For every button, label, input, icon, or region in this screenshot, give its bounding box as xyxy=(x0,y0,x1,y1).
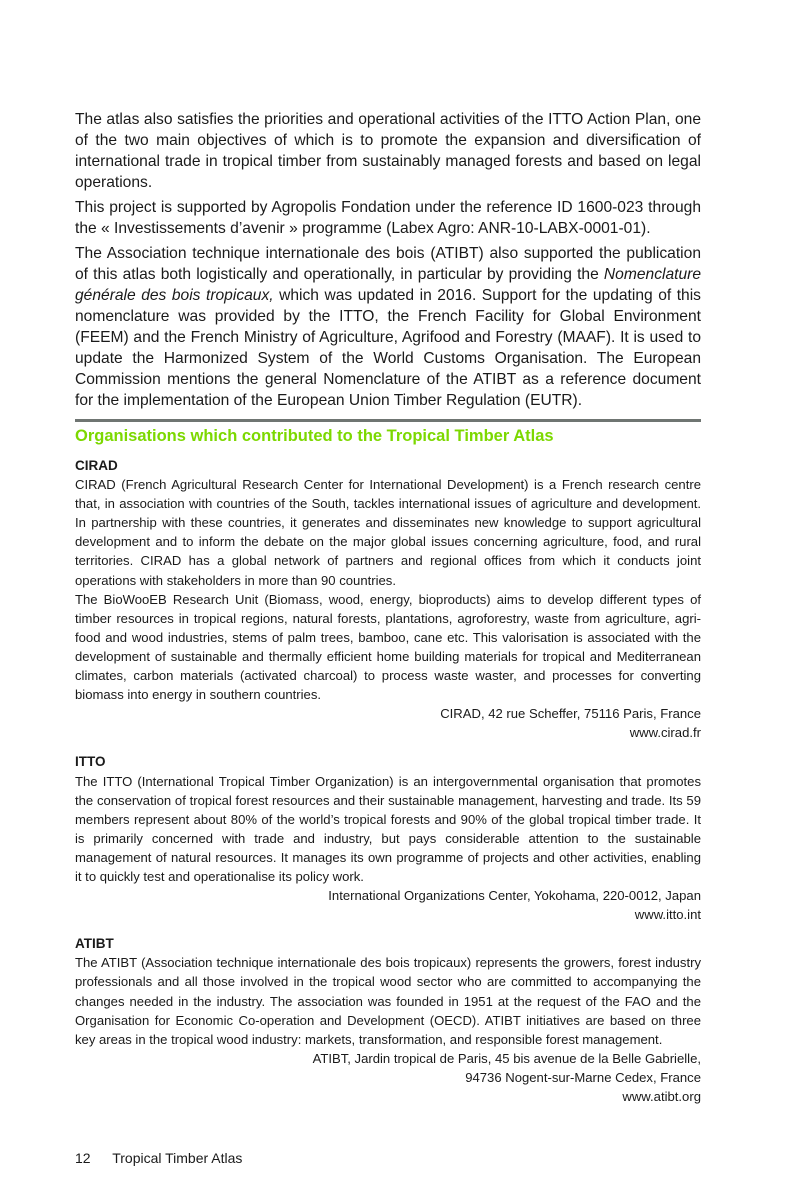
org-atibt xyxy=(75,934,701,1106)
address-line: 94736 Nogent-sur-Marne Cedex, France xyxy=(465,1069,701,1085)
org-name: ITTO xyxy=(75,754,106,770)
org-description: The ITTO (International Tropical Timber Organization) is an intergovernmental organisation that promotes the conservation of tropical forest resources and their sustainable management, harvesting and trade. Its 59 members represent about 80% of the world’s tropical forests and 90% of the global tropical timber trade. It is primarily concerned with trade and industry, but pays considerable attention to the sustainable management of natural resources. It manages its own programme of projects and other activities, enabling it to quickly test and operationalise its policy work. xyxy=(75,773,701,884)
page-number: 12 xyxy=(75,1150,91,1166)
section-divider xyxy=(75,419,701,422)
org-description: The ATIBT (Association technique internationale des bois tropicaux) represents the growers, forest industry professionals and all those involved in the tropical wood sector who are committed to accompanying the changes needed in the industry. The association was founded in 1951 at the request of the FAO and the Organisation for Economic Co-operation and Development (OECD). ATIBT initiatives are based on three key areas in the tropical wood industry: markets, transformation, and responsible forest management. xyxy=(75,955,701,1047)
intro-paragraph xyxy=(75,243,701,411)
text: The Association technique internationale des bois (ATIBT) also supported the publication of this atlas both logistically and operationally, in particular by providing the xyxy=(75,245,701,283)
website-link[interactable]: www.cirad.fr xyxy=(629,725,701,741)
text: The atlas also satisfies the priorities and operational activities of the ITTO Action Plan, one of the two main objectives of which is to promote the expansion and diversification of international trade in tropical timber from sustainably managed forests and based on legal operations. xyxy=(75,111,701,191)
org-name: CIRAD xyxy=(75,458,118,473)
running-title: Tropical Timber Atlas xyxy=(112,1150,243,1166)
org-address xyxy=(75,1049,701,1106)
text: which was updated in 2016. Support for the updating of this nomenclature was provided by the ITTO, the French Facility for Global Environment (FEEM) and the French Ministry of Agriculture, Agrifood and Forestry (MAAF). It is used to update the Harmonized System of the World Customs Organisation. The European Commission mentions the general Nomenclature of the ATIBT as a reference document for the implementation of the European Union Timber Regulation (EUTR). xyxy=(75,287,701,409)
address-line: ATIBT, Jardin tropical de Paris, 45 bis avenue de la Belle Gabrielle, xyxy=(312,1050,701,1066)
org-description: CIRAD (French Agricultural Research Center for International Development) is a French research centre that, in association with countries of the South, tackles international issues of agriculture and development. In partnership with these countries, it generates and disseminates new knowledge to support agricultural development and to inform the debate on the major global issues concerning agriculture, food, and rural territories. CIRAD has a global network of partners and regional offices from which it conducts joint operations with stakeholders in more than 90 countries. xyxy=(75,477,701,588)
organisations-list xyxy=(75,456,701,1116)
address-line: International Organizations Center, Yokohama, 220-0012, Japan xyxy=(328,888,701,904)
org-address xyxy=(75,886,701,924)
org-cirad xyxy=(75,456,701,742)
org-address xyxy=(75,704,701,742)
section-heading: Organisations which contributed to the Tropical Timber Atlas xyxy=(75,427,554,445)
italic-title: Nomenclature générale des bois tropicaux, xyxy=(75,266,701,304)
page-footer xyxy=(75,1150,260,1166)
website-link[interactable]: www.itto.int xyxy=(634,907,701,923)
org-name: ATIBT xyxy=(75,936,114,952)
website-link[interactable]: www.atibt.org xyxy=(622,1089,701,1104)
address-line: CIRAD, 42 rue Scheffer, 75116 Paris, France xyxy=(440,706,701,722)
intro-text xyxy=(75,109,701,415)
text: This project is supported by Agropolis Fondation under the reference ID 1600-023 through the « Investissements d’avenir » programme (Labex Agro: ANR-10-LABX-0001-01). xyxy=(75,199,701,237)
org-itto xyxy=(75,752,701,924)
org-description: The BioWooEB Research Unit (Biomass, wood, energy, bioproducts) aims to develop different types of timber resources in tropical regions, natural forests, plantations, agroforestry, waste from agriculture, agri-food and wood industries, stems of palm trees, bamboo, cane etc. This valorisation is associated with the development of sustainable and thermally efficient home building materials for tropical and Mediterranean climates, carbon materials (activated charcoal) to process waste waster, and processes for converting biomass into energy in southern countries. xyxy=(75,591,701,703)
intro-paragraph xyxy=(75,197,701,239)
intro-paragraph xyxy=(75,109,701,193)
